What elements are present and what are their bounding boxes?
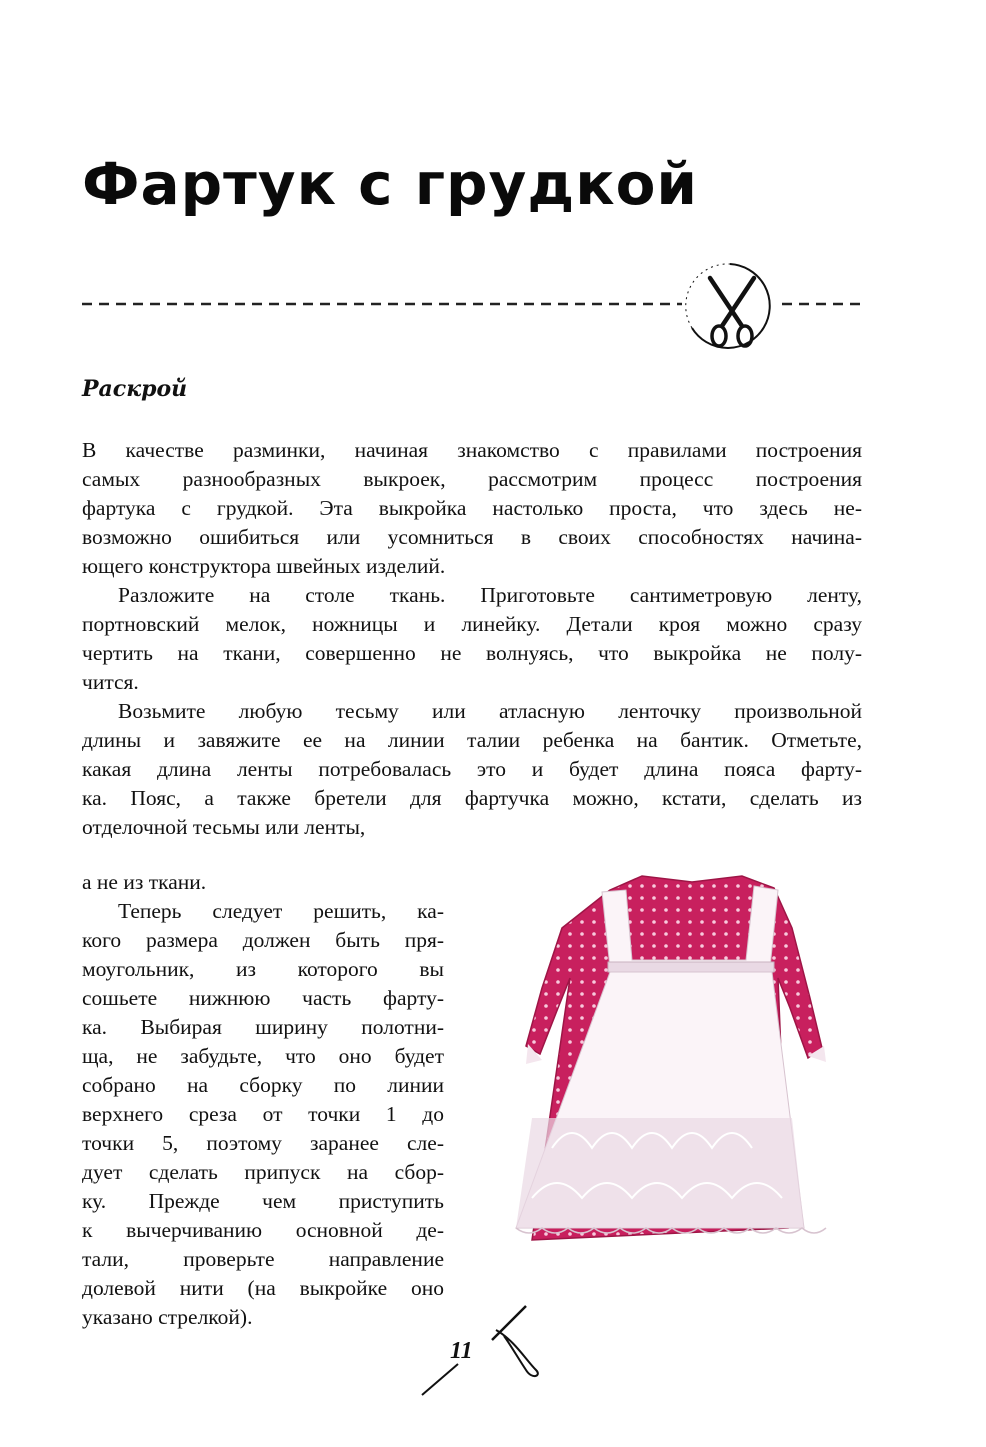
- text-line: чится.: [82, 670, 139, 694]
- text-line: дует сделать припуск на сбор-: [82, 1160, 444, 1184]
- body-text-top: [82, 436, 862, 842]
- text-line: Возьмите любую тесьму или атласную ленточку произвольной: [118, 699, 862, 723]
- text-line: долевой нити (на выкройке оно: [82, 1276, 444, 1300]
- dress-illustration: [492, 868, 862, 1268]
- text-line: ющего конструктора швейных изделий.: [82, 554, 446, 578]
- text-line: сошьете нижнюю часть фарту-: [82, 986, 444, 1010]
- text-line: к вычерчиванию основной де-: [82, 1218, 444, 1242]
- text-line: точки 5, поэтому заранее сле-: [82, 1131, 444, 1155]
- page-number-decoration: [414, 1300, 554, 1414]
- text-line: указано стрелкой).: [82, 1305, 253, 1329]
- text-line: верхнего среза от точки 1 до: [82, 1102, 444, 1126]
- text-line: кого размера должен быть пря-: [82, 928, 444, 952]
- text-line: самых разнообразных выкроек, рассмотрим процесс построения: [82, 467, 862, 491]
- text-line: ку. Прежде чем приступить: [82, 1189, 444, 1213]
- text-line: моугольник, из которого вы: [82, 957, 444, 981]
- text-line: ка. Выбирая ширину полотни-: [82, 1015, 444, 1039]
- text-line: Теперь следует решить, ка-: [118, 899, 444, 923]
- needle-thread-icon: [414, 1300, 554, 1410]
- text-line: какая длина ленты потребовалась это и будет длина пояса фарту-: [82, 757, 862, 781]
- text-line: ща, не забудьте, что оно будет: [82, 1044, 444, 1068]
- page-number: 11: [450, 1338, 473, 1364]
- text-line: портновский мелок, ножницы и линейку. Детали кроя можно сразу: [82, 612, 862, 636]
- text-line: В качестве разминки, начиная знакомство с правилами построения: [82, 438, 862, 462]
- text-line: а не из ткани.: [82, 870, 207, 894]
- text-line: ка. Пояс, а также бретели для фартучка можно, кстати, сделать из: [82, 786, 862, 810]
- text-line: чертить на ткани, совершенно не волнуясь, что выкройка не полу-: [82, 641, 862, 665]
- text-line: возможно ошибиться или усомниться в своих способностях начина-: [82, 525, 862, 549]
- text-line: длины и завяжите ее на линии талии ребенка на бантик. Отметьте,: [82, 728, 862, 752]
- section-divider: [70, 258, 870, 358]
- body-text-left: [82, 868, 444, 1332]
- section-heading: Раскрой: [82, 376, 188, 402]
- text-line: собрано на сборку по линии: [82, 1073, 444, 1097]
- scissors-icon: [686, 264, 770, 348]
- text-line: тали, проверьте направление: [82, 1247, 444, 1271]
- text-line: Разложите на столе ткань. Приготовьте сантиметровую ленту,: [118, 583, 862, 607]
- page-title: Фартук с грудкой: [82, 150, 699, 218]
- text-line: фартука с грудкой. Эта выкройка настолько проста, что здесь не-: [82, 496, 862, 520]
- text-line: отделочной тесьмы или ленты,: [82, 815, 366, 839]
